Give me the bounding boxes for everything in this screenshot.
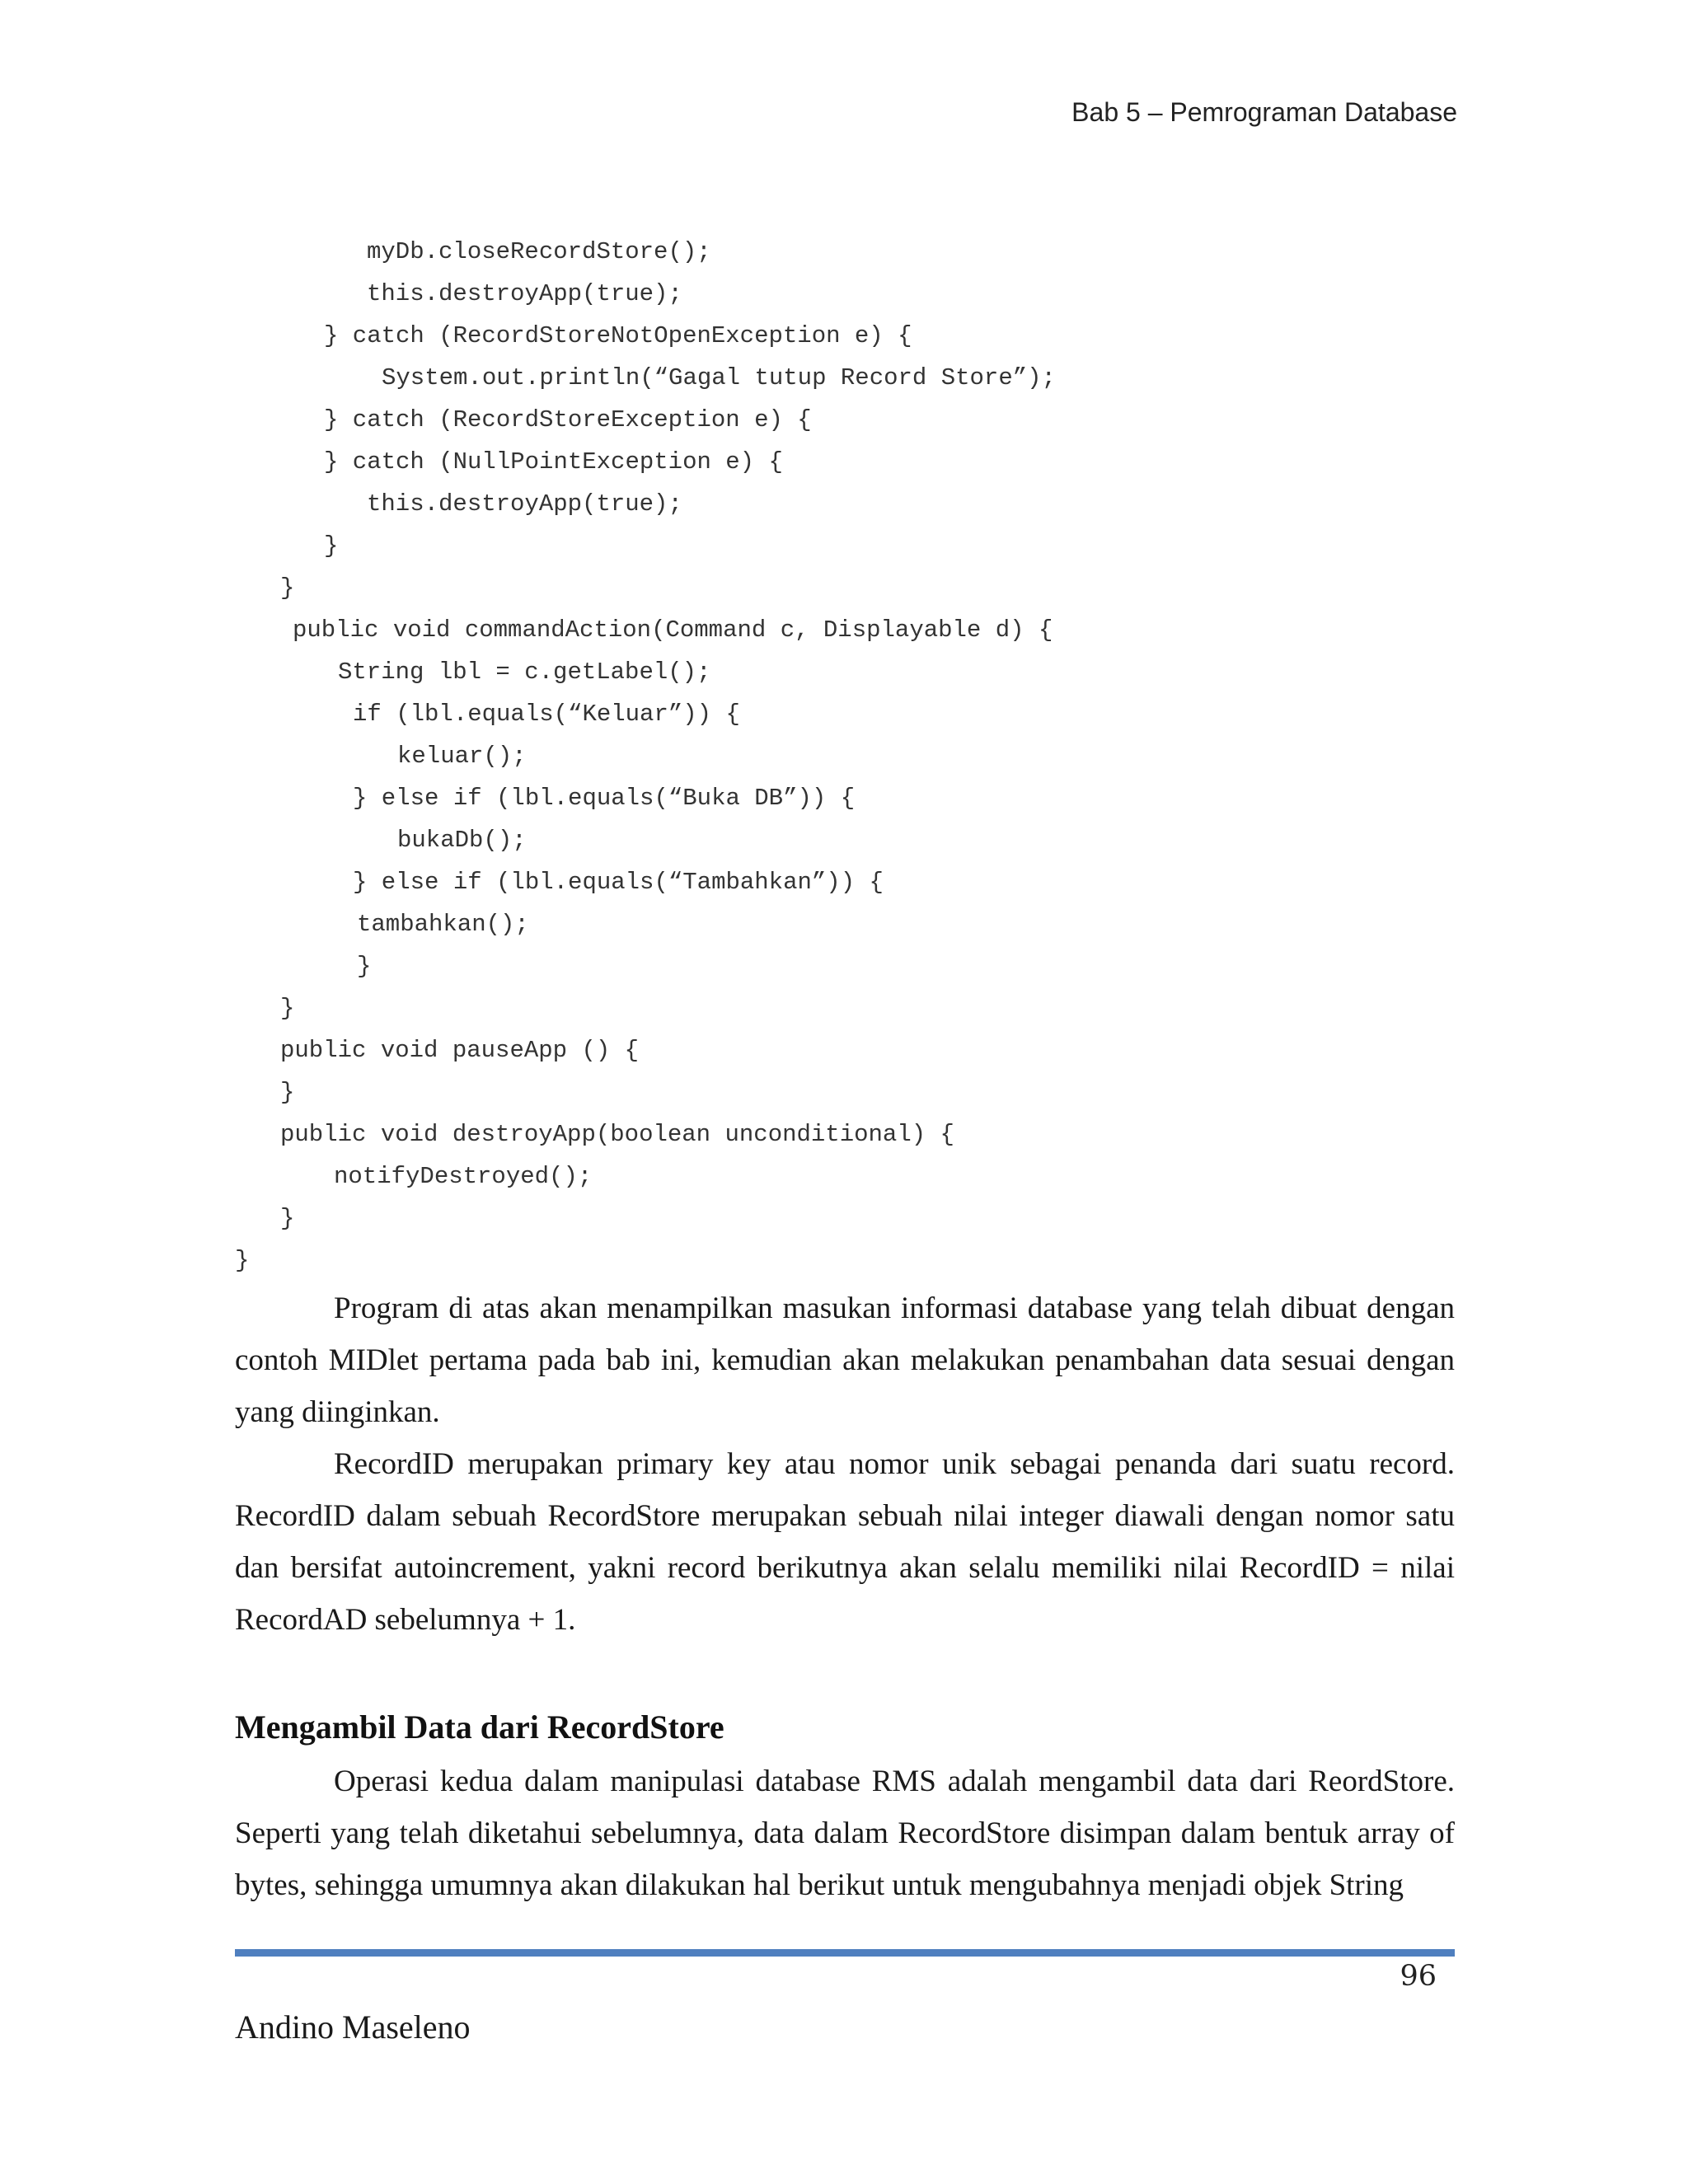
code-line: } — [357, 953, 372, 980]
code-line: public void commandAction(Command c, Displayable d) { — [293, 616, 1053, 644]
code-line: keluar(); — [397, 743, 527, 770]
code-line: System.out.println(“Gagal tutup Record Store”); — [382, 364, 1056, 391]
code-block — [235, 231, 1455, 1282]
paragraph-text: RecordID merupakan primary key atau nomor unik sebagai penanda dari suatu record. RecordID dalam sebuah RecordStore merupakan sebuah nilai integer diawali dengan nomor satu dan bersifat autoincrement, yakni record berikutnya akan selalu memiliki nilai RecordID = nilai RecordAD sebelumnya + 1. — [235, 1447, 1455, 1637]
paragraph — [235, 1755, 1455, 1911]
paragraph-text: Operasi kedua dalam manipulasi database RMS adalah mengambil data dari ReordStore. Seperti yang telah diketahui sebelumnya, data dalam RecordStore disimpan dalam bentuk array of bytes, sehingga umumnya akan dilakukan hal berikut untuk mengubahnya menjadi objek String — [235, 1765, 1455, 1902]
running-header: Bab 5 – Pemrograman Database — [1071, 97, 1457, 127]
paragraph — [235, 1438, 1455, 1646]
section-heading: Mengambil Data dari RecordStore — [235, 1708, 724, 1746]
author-name: Andino Maseleno — [235, 2008, 471, 2046]
code-line: myDb.closeRecordStore(); — [367, 238, 711, 265]
code-line: } — [280, 574, 295, 602]
code-line: } — [280, 995, 295, 1022]
code-line: } catch (RecordStoreNotOpenException e) { — [324, 322, 912, 349]
page-number: 96 — [1400, 1960, 1437, 1993]
code-line: } — [280, 1079, 295, 1106]
code-line: this.destroyApp(true); — [367, 490, 682, 518]
code-line: if (lbl.equals(“Keluar”)) { — [353, 701, 740, 728]
code-line: String lbl = c.getLabel(); — [338, 658, 711, 686]
paragraph-text: Program di atas akan menampilkan masukan informasi database yang telah dibuat dengan contoh MIDlet pertama pada bab ini, kemudian akan melakukan penambahan data sesuai dengan yang diinginkan. — [235, 1291, 1455, 1429]
code-line: bukaDb(); — [397, 827, 527, 854]
code-line: public void pauseApp () { — [280, 1037, 640, 1064]
code-line: } else if (lbl.equals(“Tambahkan”)) { — [353, 869, 884, 896]
code-line: } — [235, 1247, 250, 1274]
code-line: } catch (NullPointException e) { — [324, 448, 783, 476]
code-line: } — [280, 1205, 295, 1232]
code-line: notifyDestroyed(); — [334, 1163, 593, 1190]
code-line: tambahkan(); — [357, 911, 529, 938]
code-line: } — [324, 532, 339, 560]
footer-divider — [235, 1949, 1455, 1957]
paragraph — [235, 1282, 1455, 1438]
code-line: } catch (RecordStoreException e) { — [324, 406, 812, 434]
code-line: } else if (lbl.equals(“Buka DB”)) { — [353, 785, 856, 812]
code-line: public void destroyApp(boolean unconditional) { — [280, 1121, 954, 1148]
code-line: this.destroyApp(true); — [367, 280, 682, 307]
